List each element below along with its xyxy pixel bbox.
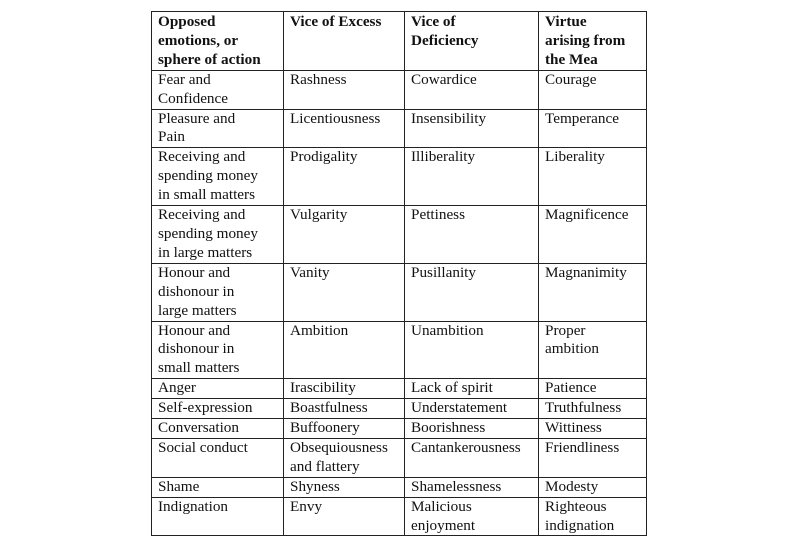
virtue-cell: Wittiness bbox=[539, 419, 647, 439]
table-row bbox=[152, 399, 647, 419]
sphere-cell: Social conduct bbox=[152, 438, 284, 477]
virtues-table bbox=[151, 11, 647, 536]
header-vice-of-excess: Vice of Excess bbox=[284, 12, 405, 71]
excess-cell: Irascibility bbox=[284, 379, 405, 399]
virtue-cell: Temperance bbox=[539, 109, 647, 148]
sphere-cell: Honour and dishonour in large matters bbox=[152, 263, 284, 321]
sphere-cell: Anger bbox=[152, 379, 284, 399]
table-header-row bbox=[152, 12, 647, 71]
table-row bbox=[152, 438, 647, 477]
virtue-cell: Proper ambition bbox=[539, 321, 647, 379]
deficiency-cell: Cowardice bbox=[405, 70, 539, 109]
deficiency-cell: Cantankerousness bbox=[405, 438, 539, 477]
excess-cell: Buffoonery bbox=[284, 419, 405, 439]
excess-cell: Licentiousness bbox=[284, 109, 405, 148]
sphere-cell: Pleasure and Pain bbox=[152, 109, 284, 148]
sphere-cell: Fear and Confidence bbox=[152, 70, 284, 109]
table-row bbox=[152, 206, 647, 264]
deficiency-cell: Boorishness bbox=[405, 419, 539, 439]
deficiency-cell: Illiberality bbox=[405, 148, 539, 206]
deficiency-cell: Malicious enjoyment bbox=[405, 497, 539, 536]
excess-cell: Prodigality bbox=[284, 148, 405, 206]
virtue-cell: Magnificence bbox=[539, 206, 647, 264]
deficiency-cell: Pusillanity bbox=[405, 263, 539, 321]
sphere-cell: Self-expression bbox=[152, 399, 284, 419]
deficiency-cell: Unambition bbox=[405, 321, 539, 379]
excess-cell: Vanity bbox=[284, 263, 405, 321]
excess-cell: Boastfulness bbox=[284, 399, 405, 419]
excess-cell: Ambition bbox=[284, 321, 405, 379]
table-row bbox=[152, 109, 647, 148]
deficiency-cell: Insensibility bbox=[405, 109, 539, 148]
virtue-cell: Truthfulness bbox=[539, 399, 647, 419]
sphere-cell: Honour and dishonour in small matters bbox=[152, 321, 284, 379]
header-virtue: Virtue arising from the Mea bbox=[539, 12, 647, 71]
virtue-cell: Courage bbox=[539, 70, 647, 109]
table-row bbox=[152, 379, 647, 399]
virtue-cell: Liberality bbox=[539, 148, 647, 206]
deficiency-cell: Pettiness bbox=[405, 206, 539, 264]
sphere-cell: Indignation bbox=[152, 497, 284, 536]
virtue-cell: Modesty bbox=[539, 477, 647, 497]
excess-cell: Envy bbox=[284, 497, 405, 536]
excess-cell: Rashness bbox=[284, 70, 405, 109]
deficiency-cell: Lack of spirit bbox=[405, 379, 539, 399]
excess-cell: Vulgarity bbox=[284, 206, 405, 264]
sphere-cell: Shame bbox=[152, 477, 284, 497]
table-row bbox=[152, 419, 647, 439]
excess-cell: Shyness bbox=[284, 477, 405, 497]
virtue-cell: Friendliness bbox=[539, 438, 647, 477]
header-vice-of-deficiency: Vice of Deficiency bbox=[405, 12, 539, 71]
virtue-cell: Magnanimity bbox=[539, 263, 647, 321]
sphere-cell: Conversation bbox=[152, 419, 284, 439]
table-row bbox=[152, 263, 647, 321]
deficiency-cell: Shamelessness bbox=[405, 477, 539, 497]
table-row bbox=[152, 497, 647, 536]
table-row bbox=[152, 477, 647, 497]
header-sphere-of-action: Opposed emotions, or sphere of action bbox=[152, 12, 284, 71]
excess-cell: Obsequiousness and flattery bbox=[284, 438, 405, 477]
sphere-cell: Receiving and spending money in small matters bbox=[152, 148, 284, 206]
deficiency-cell: Understatement bbox=[405, 399, 539, 419]
sphere-cell: Receiving and spending money in large matters bbox=[152, 206, 284, 264]
table-row bbox=[152, 148, 647, 206]
table-row bbox=[152, 70, 647, 109]
table-row bbox=[152, 321, 647, 379]
virtue-cell: Patience bbox=[539, 379, 647, 399]
virtue-cell: Righteous indignation bbox=[539, 497, 647, 536]
